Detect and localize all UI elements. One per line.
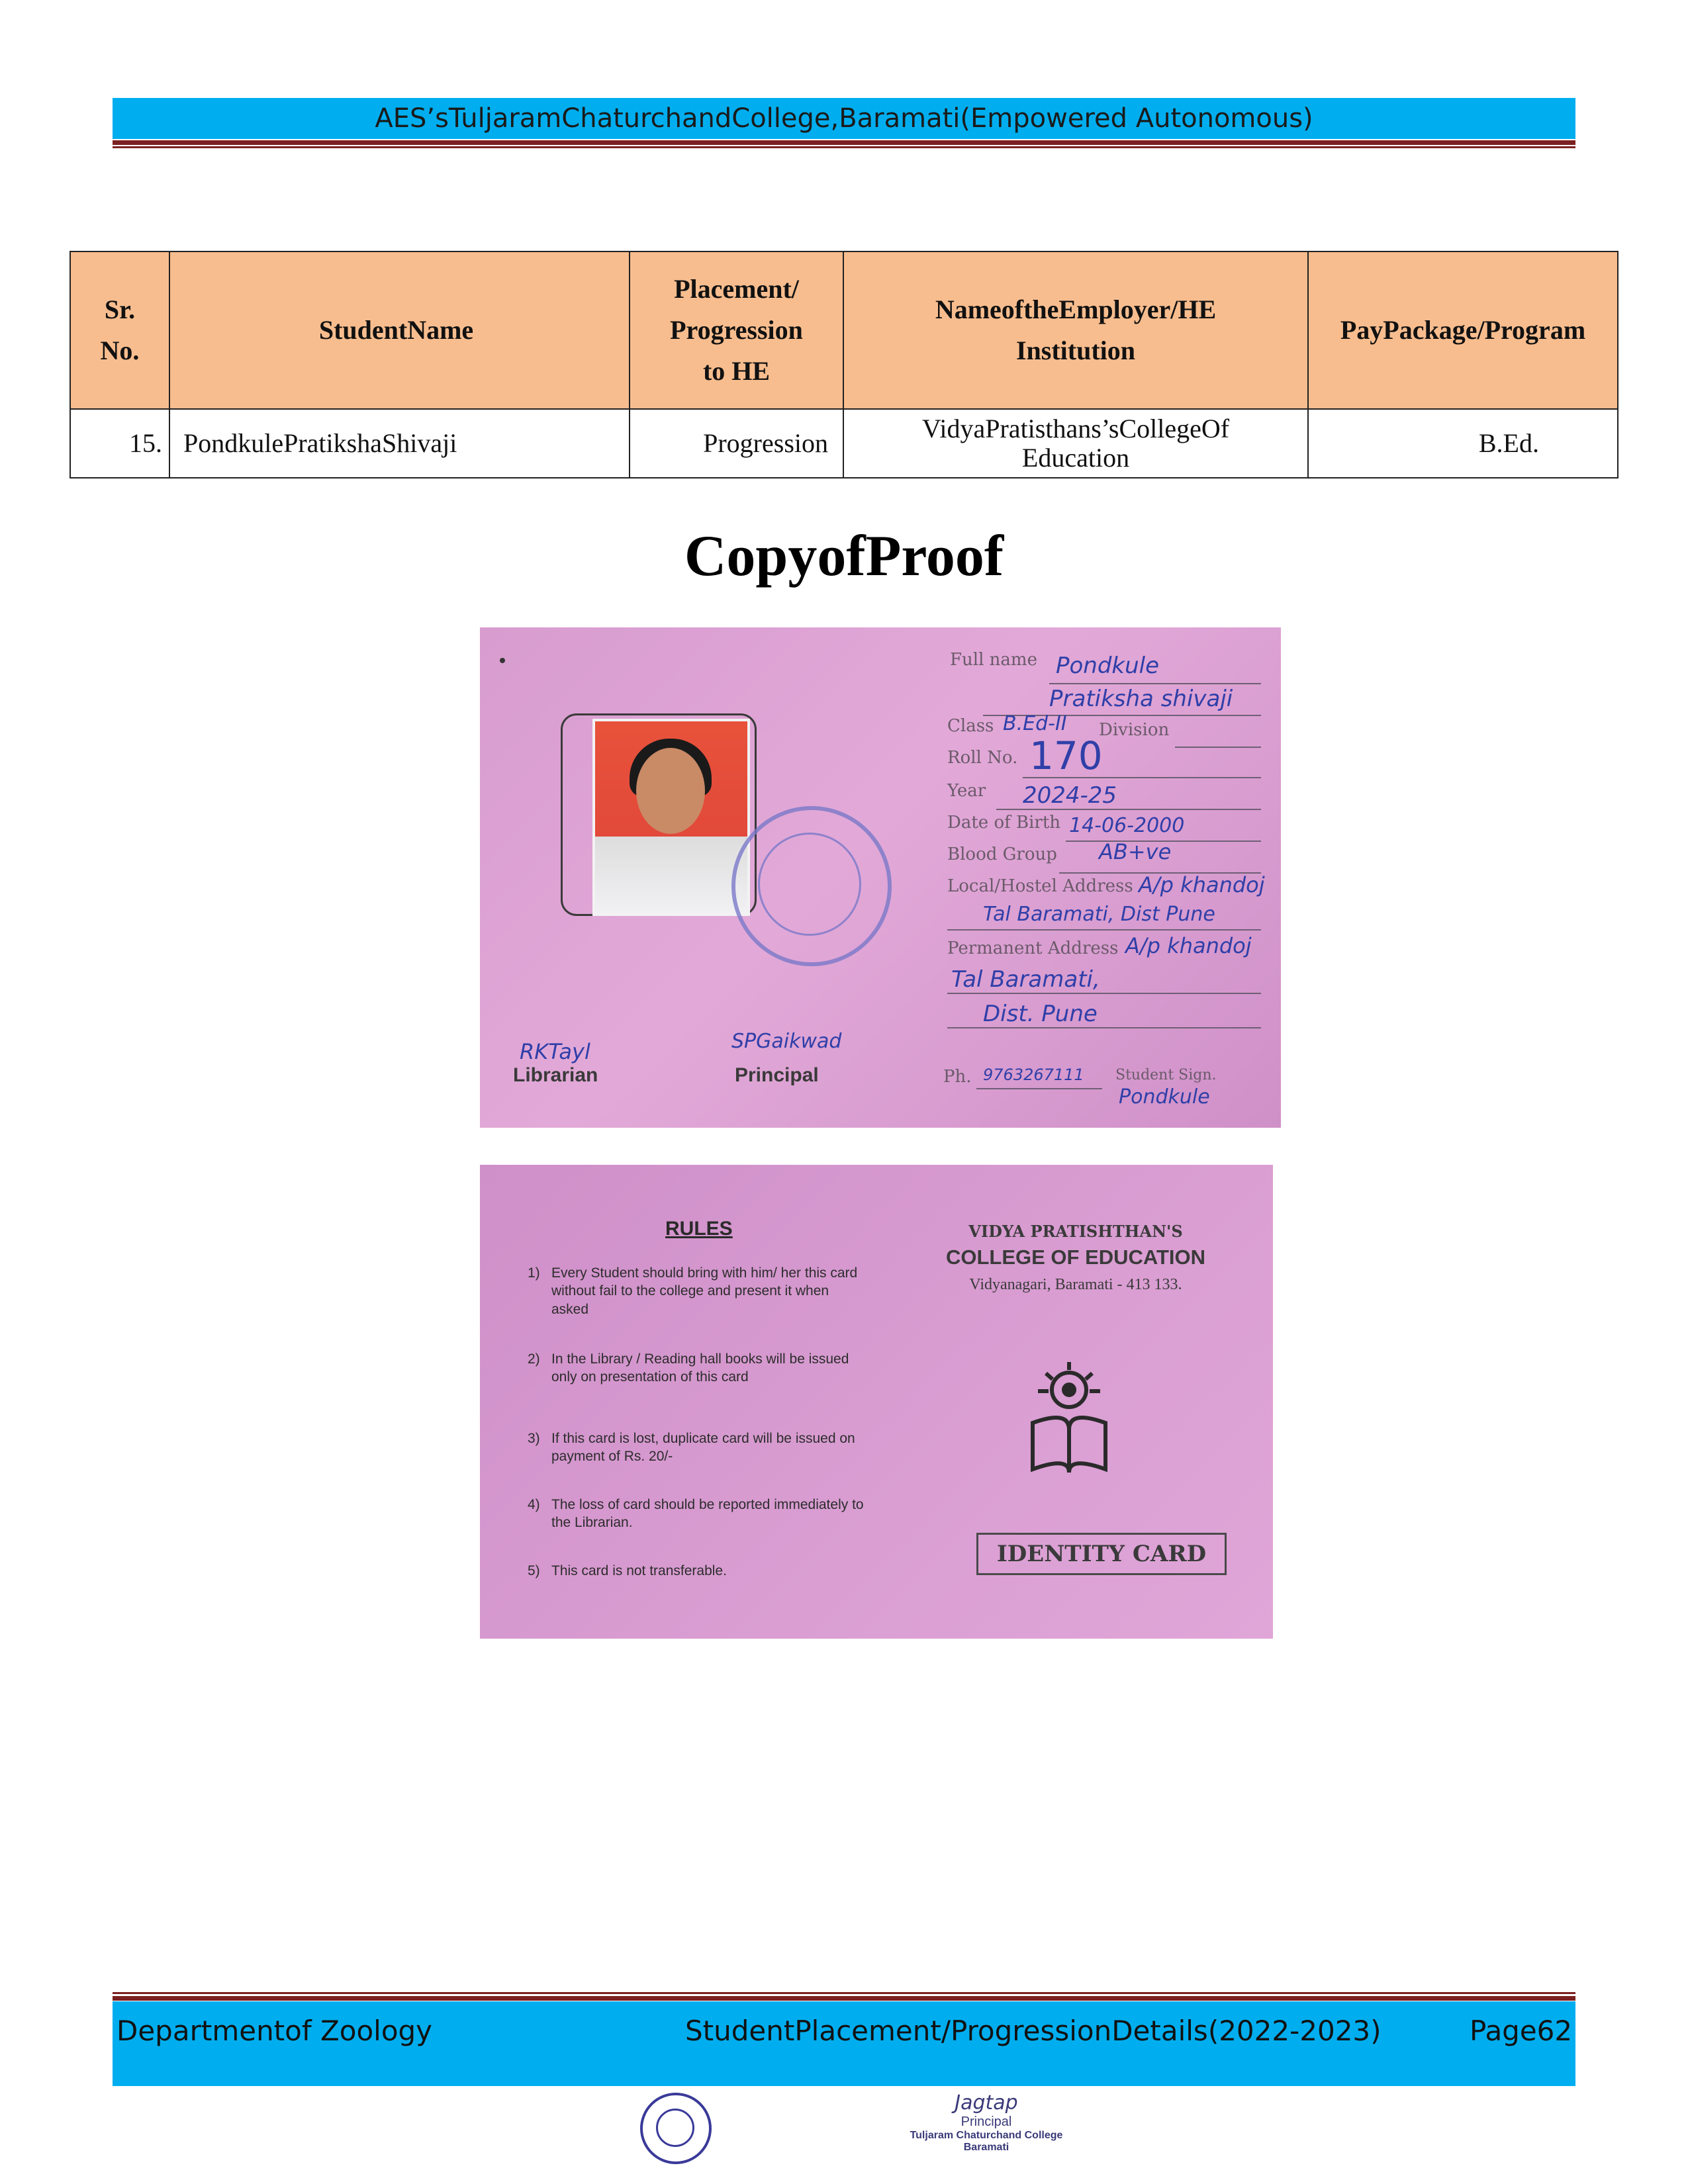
institution-name-top: VIDYA PRATISHTHAN'S	[968, 1222, 1183, 1241]
table-row	[70, 409, 1618, 478]
value-name-line1: Pondkule	[1056, 653, 1160, 679]
header-pay-package: PayPackage/Program	[1308, 251, 1618, 409]
header-rule-thin	[113, 146, 1575, 148]
label-dob: Date of Birth	[947, 813, 1061, 833]
footer-principal-title: Principal	[961, 2115, 1012, 2129]
line-permanent-address-2	[947, 1027, 1261, 1028]
line-year	[996, 809, 1261, 810]
label-year: Year	[947, 781, 986, 801]
principal-signature-block	[900, 2091, 1072, 2154]
line-phone	[976, 1088, 1102, 1089]
id-card-front	[480, 627, 1281, 1128]
librarian-signature: RKTayl	[520, 1039, 590, 1064]
header-employer: NameoftheEmployer/HE Institution	[843, 251, 1308, 409]
cell-employer: VidyaPratisthans’sCollegeOf Education	[843, 409, 1308, 478]
cell-student-name: PondkulePratikshaShivaji	[169, 409, 630, 478]
college-stamp-icon	[640, 2093, 712, 2164]
footer-page-number: Page62	[1470, 2015, 1573, 2047]
rule-item: 1) Every Student should bring with him/ her this card without fail to the college and present it when asked	[528, 1265, 858, 1317]
footer-rule-thin	[113, 1992, 1575, 1994]
label-phone: Ph.	[943, 1067, 972, 1087]
label-class: Class	[947, 716, 994, 736]
label-librarian: Librarian	[513, 1064, 598, 1086]
value-permanent-address-3: Dist. Pune	[983, 1001, 1098, 1027]
value-name-line2: Pratiksha shivaji	[1049, 686, 1233, 712]
line-division	[1175, 747, 1261, 748]
line-permanent-address	[947, 993, 1261, 994]
value-roll-no: 170	[1029, 733, 1103, 778]
photo-face	[636, 748, 705, 834]
institution-address: Vidyanagari, Baramati - 413 133.	[969, 1276, 1182, 1293]
label-student-sign: Student Sign.	[1115, 1067, 1217, 1083]
value-permanent-address-2: Tal Baramati,	[951, 966, 1100, 993]
value-phone: 9763267111	[983, 1066, 1084, 1084]
seal-inner-ring	[758, 833, 861, 936]
footer-rule	[113, 1996, 1575, 2001]
institution-name: COLLEGE OF EDUCATION	[945, 1246, 1206, 1269]
value-blood-group: AB+ve	[1099, 839, 1172, 864]
label-full-name: Full name	[950, 650, 1037, 670]
label-roll-no: Roll No.	[947, 748, 1018, 768]
value-student-signature: Pondkule	[1119, 1085, 1210, 1109]
student-photo	[592, 719, 750, 916]
header-student-name: StudentName	[169, 251, 630, 409]
placement-table	[70, 251, 1618, 478]
rule-item: 3) If this card is lost, duplicate card will be issued on payment of Rs. 20/-	[528, 1431, 855, 1465]
header-sr-no: Sr. No.	[70, 251, 169, 409]
footer-department: Departmentof Zoology	[117, 2015, 433, 2047]
label-blood-group: Blood Group	[947, 844, 1057, 864]
dot-mark	[500, 658, 505, 663]
stamp-inner-ring	[656, 2109, 694, 2147]
header-title: AES’sTuljaramChaturchandCollege,Baramati(Empowered Autonomous)	[375, 103, 1313, 134]
rules-title: RULES	[665, 1218, 733, 1240]
value-year: 2024-25	[1023, 782, 1117, 809]
identity-card-label: IDENTITY CARD	[976, 1533, 1227, 1575]
cell-sr-no: 15.	[70, 409, 169, 478]
id-card-back	[480, 1165, 1273, 1639]
footer-principal-signature: Jagtap	[955, 2091, 1018, 2115]
book-emblem-icon	[1019, 1350, 1119, 1482]
principal-signature: SPGaikwad	[731, 1030, 842, 1053]
header-placement: Placement/ Progression to HE	[630, 251, 843, 409]
rule-item: 2) In the Library / Reading hall books will be issued only on presentation of this card	[528, 1351, 849, 1385]
value-local-address-2: Tal Baramati, Dist Pune	[983, 903, 1215, 926]
footer-principal-city: Baramati	[963, 2142, 1009, 2153]
value-permanent-address-1: A/p khandoj	[1125, 933, 1252, 958]
line-local-address	[947, 929, 1261, 931]
cell-pay-package: B.Ed.	[1308, 409, 1618, 478]
footer-center-title: StudentPlacement/ProgressionDetails(2022-2023)	[685, 2015, 1382, 2047]
footer-principal-college: Tuljaram Chaturchand College	[910, 2130, 1063, 2141]
header-rule	[113, 140, 1575, 145]
cell-placement: Progression	[630, 409, 843, 478]
label-principal: Principal	[735, 1064, 819, 1086]
line-full-name	[1049, 683, 1261, 684]
rule-item: 4) The loss of card should be reported immediately to the Librarian.	[528, 1497, 864, 1531]
table-header-row	[70, 251, 1618, 409]
label-local-address: Local/Hostel Address	[947, 876, 1133, 896]
rule-item: 5) This card is not transferable.	[528, 1563, 727, 1578]
value-local-address-1: A/p khandoj	[1139, 872, 1265, 897]
label-division: Division	[1099, 720, 1170, 740]
value-class: B.Ed-II	[1003, 712, 1067, 735]
college-seal-icon	[731, 806, 892, 966]
value-dob: 14-06-2000	[1069, 814, 1185, 837]
proof-title: CopyofProof	[684, 524, 1004, 588]
label-permanent-address: Permanent Address	[947, 938, 1119, 958]
